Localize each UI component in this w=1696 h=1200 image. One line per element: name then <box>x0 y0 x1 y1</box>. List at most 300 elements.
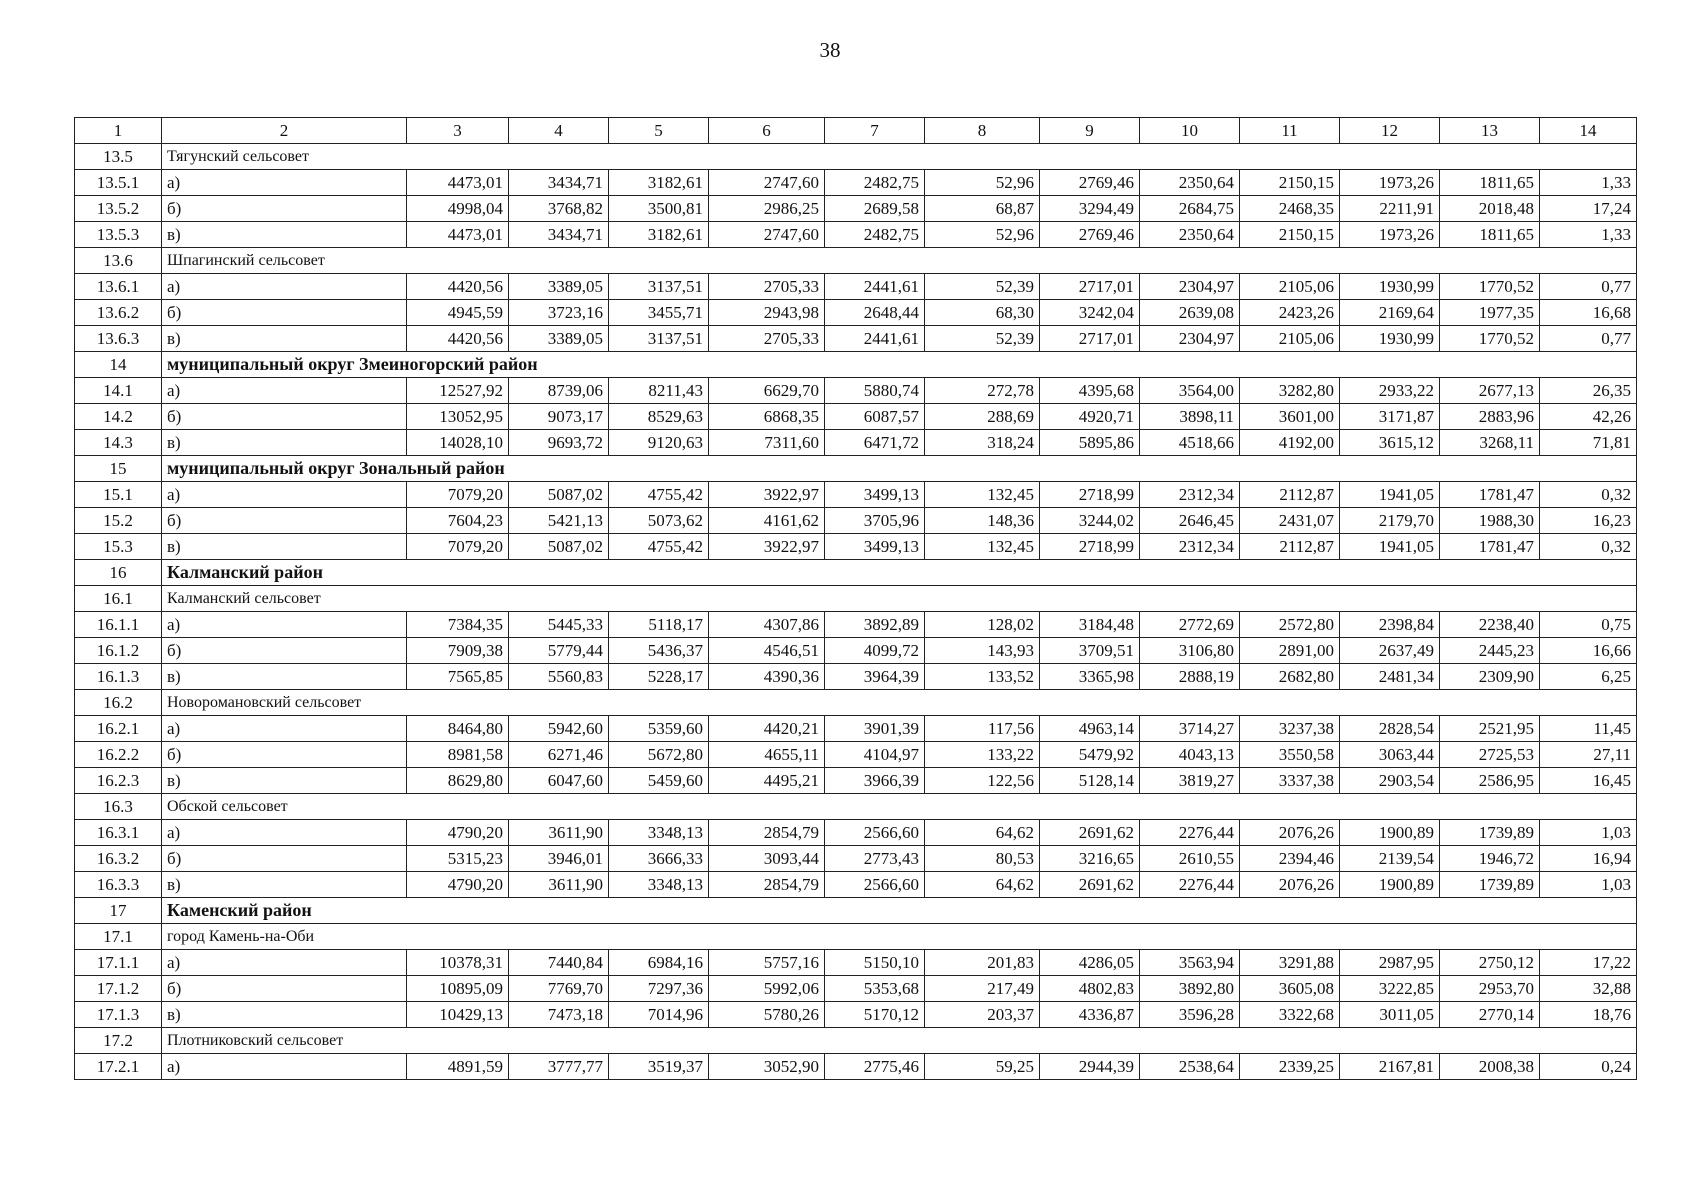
value-cell: 52,96 <box>925 222 1040 248</box>
value-cell: 5170,12 <box>825 1002 925 1028</box>
value-cell: 6984,16 <box>609 950 709 976</box>
value-cell: 6087,57 <box>825 404 925 430</box>
table-row <box>75 768 1637 794</box>
value-cell: 3184,48 <box>1040 612 1140 638</box>
value-cell: 2150,15 <box>1240 222 1340 248</box>
row-code: 14 <box>75 352 162 378</box>
value-cell: 3093,44 <box>709 846 825 872</box>
section-row <box>75 144 1637 170</box>
value-cell: 2717,01 <box>1040 326 1140 352</box>
value-cell: 7769,70 <box>509 976 609 1002</box>
value-cell: 6271,46 <box>509 742 609 768</box>
section-row <box>75 352 1637 378</box>
value-cell: 3901,39 <box>825 716 925 742</box>
value-cell: 3601,00 <box>1240 404 1340 430</box>
value-cell: 2238,40 <box>1440 612 1540 638</box>
value-cell: 5128,14 <box>1040 768 1140 794</box>
value-cell: 3455,71 <box>609 300 709 326</box>
value-cell: 3964,39 <box>825 664 925 690</box>
value-cell: 4790,20 <box>407 872 509 898</box>
row-code: 16.1.3 <box>75 664 162 690</box>
value-cell: 3389,05 <box>509 326 609 352</box>
value-cell: 5150,10 <box>825 950 925 976</box>
value-cell: 4161,62 <box>709 508 825 534</box>
value-cell: 2705,33 <box>709 274 825 300</box>
value-cell: 80,53 <box>925 846 1040 872</box>
value-cell: 2076,26 <box>1240 820 1340 846</box>
value-cell: 2304,97 <box>1140 274 1240 300</box>
value-cell: 288,69 <box>925 404 1040 430</box>
value-cell: 2677,13 <box>1440 378 1540 404</box>
value-cell: 3237,38 <box>1240 716 1340 742</box>
column-number-header: 3 <box>407 118 509 144</box>
value-cell: 2747,60 <box>709 170 825 196</box>
value-cell: 2682,80 <box>1240 664 1340 690</box>
value-cell: 2150,15 <box>1240 170 1340 196</box>
value-cell: 2944,39 <box>1040 1054 1140 1080</box>
value-cell: 1930,99 <box>1340 326 1440 352</box>
value-cell: 2139,54 <box>1340 846 1440 872</box>
row-label: в) <box>162 664 407 690</box>
value-cell: 3605,08 <box>1240 976 1340 1002</box>
row-label: б) <box>162 196 407 222</box>
value-cell: 2112,87 <box>1240 482 1340 508</box>
section-row <box>75 898 1637 924</box>
value-cell: 2309,90 <box>1440 664 1540 690</box>
row-code: 13.5.3 <box>75 222 162 248</box>
value-cell: 5228,17 <box>609 664 709 690</box>
value-cell: 14028,10 <box>407 430 509 456</box>
row-label: б) <box>162 742 407 768</box>
row-code: 13.5 <box>75 144 162 170</box>
row-code: 15.3 <box>75 534 162 560</box>
table-row <box>75 664 1637 690</box>
value-cell: 2610,55 <box>1140 846 1240 872</box>
value-cell: 2398,84 <box>1340 612 1440 638</box>
value-cell: 2747,60 <box>709 222 825 248</box>
value-cell: 7604,23 <box>407 508 509 534</box>
value-cell: 3106,80 <box>1140 638 1240 664</box>
value-cell: 6,25 <box>1540 664 1637 690</box>
value-cell: 3922,97 <box>709 534 825 560</box>
value-cell: 11,45 <box>1540 716 1637 742</box>
row-label: а) <box>162 274 407 300</box>
value-cell: 2725,53 <box>1440 742 1540 768</box>
value-cell: 2718,99 <box>1040 534 1140 560</box>
section-row <box>75 248 1637 274</box>
value-cell: 2770,14 <box>1440 1002 1540 1028</box>
section-title: Плотниковский сельсовет <box>162 1028 1637 1054</box>
value-cell: 10895,09 <box>407 976 509 1002</box>
tariff-table <box>74 117 1637 1080</box>
value-cell: 4755,42 <box>609 482 709 508</box>
value-cell: 5359,60 <box>609 716 709 742</box>
value-cell: 143,93 <box>925 638 1040 664</box>
row-code: 13.6.1 <box>75 274 162 300</box>
section-title: Обской сельсовет <box>162 794 1637 820</box>
section-title: муниципальный округ Змеиногорский район <box>162 352 1637 378</box>
row-label: а) <box>162 950 407 976</box>
value-cell: 0,77 <box>1540 274 1637 300</box>
value-cell: 2445,23 <box>1440 638 1540 664</box>
value-cell: 1977,35 <box>1440 300 1540 326</box>
value-cell: 6471,72 <box>825 430 925 456</box>
row-label: б) <box>162 300 407 326</box>
value-cell: 3137,51 <box>609 274 709 300</box>
value-cell: 16,66 <box>1540 638 1637 664</box>
value-cell: 16,94 <box>1540 846 1637 872</box>
value-cell: 3714,27 <box>1140 716 1240 742</box>
value-cell: 2018,48 <box>1440 196 1540 222</box>
value-cell: 2854,79 <box>709 820 825 846</box>
table-row <box>75 742 1637 768</box>
value-cell: 59,25 <box>925 1054 1040 1080</box>
value-cell: 2179,70 <box>1340 508 1440 534</box>
value-cell: 7311,60 <box>709 430 825 456</box>
row-code: 13.5.2 <box>75 196 162 222</box>
value-cell: 3244,02 <box>1040 508 1140 534</box>
value-cell: 64,62 <box>925 820 1040 846</box>
value-cell: 3550,58 <box>1240 742 1340 768</box>
table-row <box>75 300 1637 326</box>
section-title: Каменский район <box>162 898 1637 924</box>
value-cell: 1900,89 <box>1340 872 1440 898</box>
table-row <box>75 196 1637 222</box>
page-number: 38 <box>819 38 841 62</box>
value-cell: 0,32 <box>1540 482 1637 508</box>
row-label: а) <box>162 820 407 846</box>
value-cell: 2888,19 <box>1140 664 1240 690</box>
value-cell: 2648,44 <box>825 300 925 326</box>
row-code: 16.3.2 <box>75 846 162 872</box>
row-code: 16.1.2 <box>75 638 162 664</box>
value-cell: 2441,61 <box>825 326 925 352</box>
table-row <box>75 1054 1637 1080</box>
value-cell: 3063,44 <box>1340 742 1440 768</box>
value-cell: 272,78 <box>925 378 1040 404</box>
value-cell: 4790,20 <box>407 820 509 846</box>
row-label: б) <box>162 846 407 872</box>
row-label: а) <box>162 378 407 404</box>
value-cell: 2431,07 <box>1240 508 1340 534</box>
row-code: 16.1.1 <box>75 612 162 638</box>
value-cell: 1,33 <box>1540 222 1637 248</box>
value-cell: 1811,65 <box>1440 222 1540 248</box>
value-cell: 6047,60 <box>509 768 609 794</box>
value-cell: 1,03 <box>1540 820 1637 846</box>
row-code: 17.1.2 <box>75 976 162 1002</box>
value-cell: 4420,56 <box>407 274 509 300</box>
value-cell: 2521,95 <box>1440 716 1540 742</box>
section-row <box>75 586 1637 612</box>
column-number-header: 12 <box>1340 118 1440 144</box>
value-cell: 71,81 <box>1540 430 1637 456</box>
column-number-header: 14 <box>1540 118 1637 144</box>
row-code: 16.3.1 <box>75 820 162 846</box>
value-cell: 2211,91 <box>1340 196 1440 222</box>
value-cell: 2423,26 <box>1240 300 1340 326</box>
row-label: в) <box>162 430 407 456</box>
value-cell: 68,87 <box>925 196 1040 222</box>
value-cell: 13052,95 <box>407 404 509 430</box>
value-cell: 4286,05 <box>1040 950 1140 976</box>
value-cell: 8211,43 <box>609 378 709 404</box>
value-cell: 4546,51 <box>709 638 825 664</box>
value-cell: 3182,61 <box>609 170 709 196</box>
value-cell: 9073,17 <box>509 404 609 430</box>
value-cell: 0,32 <box>1540 534 1637 560</box>
value-cell: 16,23 <box>1540 508 1637 534</box>
value-cell: 1811,65 <box>1440 170 1540 196</box>
value-cell: 3500,81 <box>609 196 709 222</box>
row-label: а) <box>162 170 407 196</box>
column-number-header: 10 <box>1140 118 1240 144</box>
value-cell: 3222,85 <box>1340 976 1440 1002</box>
value-cell: 5087,02 <box>509 534 609 560</box>
value-cell: 5780,26 <box>709 1002 825 1028</box>
value-cell: 3615,12 <box>1340 430 1440 456</box>
table-row <box>75 534 1637 560</box>
value-cell: 5353,68 <box>825 976 925 1002</box>
row-code: 16.2.2 <box>75 742 162 768</box>
value-cell: 4043,13 <box>1140 742 1240 768</box>
value-cell: 3499,13 <box>825 482 925 508</box>
value-cell: 16,68 <box>1540 300 1637 326</box>
row-label: б) <box>162 508 407 534</box>
value-cell: 217,49 <box>925 976 1040 1002</box>
table-row <box>75 170 1637 196</box>
value-cell: 7565,85 <box>407 664 509 690</box>
value-cell: 3596,28 <box>1140 1002 1240 1028</box>
value-cell: 4307,86 <box>709 612 825 638</box>
value-cell: 2828,54 <box>1340 716 1440 742</box>
value-cell: 3322,68 <box>1240 1002 1340 1028</box>
column-number-header: 2 <box>162 118 407 144</box>
value-cell: 4518,66 <box>1140 430 1240 456</box>
table-row <box>75 1002 1637 1028</box>
value-cell: 8464,80 <box>407 716 509 742</box>
value-cell: 3666,33 <box>609 846 709 872</box>
value-cell: 3242,04 <box>1040 300 1140 326</box>
value-cell: 2718,99 <box>1040 482 1140 508</box>
value-cell: 132,45 <box>925 534 1040 560</box>
value-cell: 2339,25 <box>1240 1054 1340 1080</box>
row-code: 17.2 <box>75 1028 162 1054</box>
row-code: 17.1.3 <box>75 1002 162 1028</box>
value-cell: 8981,58 <box>407 742 509 768</box>
value-cell: 52,39 <box>925 326 1040 352</box>
value-cell: 201,83 <box>925 950 1040 976</box>
value-cell: 3337,38 <box>1240 768 1340 794</box>
column-number-header: 13 <box>1440 118 1540 144</box>
value-cell: 2646,45 <box>1140 508 1240 534</box>
value-cell: 122,56 <box>925 768 1040 794</box>
value-cell: 318,24 <box>925 430 1040 456</box>
value-cell: 4802,83 <box>1040 976 1140 1002</box>
value-cell: 2105,06 <box>1240 274 1340 300</box>
value-cell: 2167,81 <box>1340 1054 1440 1080</box>
table-row <box>75 326 1637 352</box>
table-row <box>75 846 1637 872</box>
value-cell: 4420,56 <box>407 326 509 352</box>
value-cell: 1973,26 <box>1340 170 1440 196</box>
value-cell: 1781,47 <box>1440 534 1540 560</box>
table-row <box>75 716 1637 742</box>
column-number-header: 9 <box>1040 118 1140 144</box>
value-cell: 42,26 <box>1540 404 1637 430</box>
value-cell: 12527,92 <box>407 378 509 404</box>
header-row <box>75 118 1637 144</box>
value-cell: 3922,97 <box>709 482 825 508</box>
value-cell: 8529,63 <box>609 404 709 430</box>
row-label: а) <box>162 1054 407 1080</box>
section-row <box>75 560 1637 586</box>
value-cell: 2076,26 <box>1240 872 1340 898</box>
value-cell: 1770,52 <box>1440 274 1540 300</box>
value-cell: 2639,08 <box>1140 300 1240 326</box>
value-cell: 2933,22 <box>1340 378 1440 404</box>
value-cell: 133,52 <box>925 664 1040 690</box>
row-code: 13.6 <box>75 248 162 274</box>
row-code: 16.3 <box>75 794 162 820</box>
value-cell: 9120,63 <box>609 430 709 456</box>
row-label: в) <box>162 222 407 248</box>
row-label: в) <box>162 326 407 352</box>
table-row <box>75 612 1637 638</box>
value-cell: 1941,05 <box>1340 534 1440 560</box>
value-cell: 1781,47 <box>1440 482 1540 508</box>
value-cell: 1900,89 <box>1340 820 1440 846</box>
section-title: Шпагинский сельсовет <box>162 248 1637 274</box>
value-cell: 2169,64 <box>1340 300 1440 326</box>
value-cell: 0,75 <box>1540 612 1637 638</box>
column-number-header: 5 <box>609 118 709 144</box>
value-cell: 1,33 <box>1540 170 1637 196</box>
value-cell: 3723,16 <box>509 300 609 326</box>
value-cell: 2775,46 <box>825 1054 925 1080</box>
row-code: 16.1 <box>75 586 162 612</box>
value-cell: 10429,13 <box>407 1002 509 1028</box>
value-cell: 1739,89 <box>1440 820 1540 846</box>
value-cell: 3499,13 <box>825 534 925 560</box>
value-cell: 5560,83 <box>509 664 609 690</box>
value-cell: 2769,46 <box>1040 170 1140 196</box>
value-cell: 2773,43 <box>825 846 925 872</box>
value-cell: 2772,69 <box>1140 612 1240 638</box>
value-cell: 4099,72 <box>825 638 925 664</box>
value-cell: 133,22 <box>925 742 1040 768</box>
value-cell: 3052,90 <box>709 1054 825 1080</box>
value-cell: 1930,99 <box>1340 274 1440 300</box>
value-cell: 4655,11 <box>709 742 825 768</box>
value-cell: 27,11 <box>1540 742 1637 768</box>
value-cell: 52,96 <box>925 170 1040 196</box>
value-cell: 2538,64 <box>1140 1054 1240 1080</box>
value-cell: 3519,37 <box>609 1054 709 1080</box>
value-cell: 5421,13 <box>509 508 609 534</box>
value-cell: 5118,17 <box>609 612 709 638</box>
value-cell: 5942,60 <box>509 716 609 742</box>
value-cell: 5895,86 <box>1040 430 1140 456</box>
value-cell: 4755,42 <box>609 534 709 560</box>
section-title: Калманский район <box>162 560 1637 586</box>
table-row <box>75 976 1637 1002</box>
value-cell: 64,62 <box>925 872 1040 898</box>
value-cell: 3268,11 <box>1440 430 1540 456</box>
value-cell: 1941,05 <box>1340 482 1440 508</box>
value-cell: 2441,61 <box>825 274 925 300</box>
value-cell: 5315,23 <box>407 846 509 872</box>
row-code: 14.1 <box>75 378 162 404</box>
row-code: 17 <box>75 898 162 924</box>
value-cell: 2854,79 <box>709 872 825 898</box>
value-cell: 2350,64 <box>1140 170 1240 196</box>
section-row <box>75 456 1637 482</box>
value-cell: 2566,60 <box>825 872 925 898</box>
column-number-header: 4 <box>509 118 609 144</box>
row-label: б) <box>162 976 407 1002</box>
value-cell: 2691,62 <box>1040 820 1140 846</box>
value-cell: 5445,33 <box>509 612 609 638</box>
value-cell: 10378,31 <box>407 950 509 976</box>
value-cell: 16,45 <box>1540 768 1637 794</box>
row-code: 17.1.1 <box>75 950 162 976</box>
value-cell: 3768,82 <box>509 196 609 222</box>
value-cell: 5459,60 <box>609 768 709 794</box>
section-title: Тягунский сельсовет <box>162 144 1637 170</box>
value-cell: 3709,51 <box>1040 638 1140 664</box>
row-code: 14.3 <box>75 430 162 456</box>
value-cell: 2482,75 <box>825 222 925 248</box>
value-cell: 2481,34 <box>1340 664 1440 690</box>
table-row <box>75 378 1637 404</box>
table-row <box>75 508 1637 534</box>
value-cell: 3137,51 <box>609 326 709 352</box>
value-cell: 1988,30 <box>1440 508 1540 534</box>
section-row <box>75 794 1637 820</box>
value-cell: 4104,97 <box>825 742 925 768</box>
value-cell: 1,03 <box>1540 872 1637 898</box>
column-number-header: 1 <box>75 118 162 144</box>
value-cell: 2987,95 <box>1340 950 1440 976</box>
value-cell: 2689,58 <box>825 196 925 222</box>
value-cell: 7079,20 <box>407 482 509 508</box>
row-code: 15 <box>75 456 162 482</box>
value-cell: 5992,06 <box>709 976 825 1002</box>
value-cell: 3564,00 <box>1140 378 1240 404</box>
value-cell: 4495,21 <box>709 768 825 794</box>
row-label: а) <box>162 612 407 638</box>
value-cell: 9693,72 <box>509 430 609 456</box>
value-cell: 32,88 <box>1540 976 1637 1002</box>
value-cell: 2684,75 <box>1140 196 1240 222</box>
value-cell: 4473,01 <box>407 222 509 248</box>
value-cell: 5436,37 <box>609 638 709 664</box>
value-cell: 5073,62 <box>609 508 709 534</box>
value-cell: 7473,18 <box>509 1002 609 1028</box>
section-title: Новоромановский сельсовет <box>162 690 1637 716</box>
value-cell: 4336,87 <box>1040 1002 1140 1028</box>
value-cell: 3611,90 <box>509 872 609 898</box>
value-cell: 2312,34 <box>1140 534 1240 560</box>
row-code: 17.2.1 <box>75 1054 162 1080</box>
value-cell: 2105,06 <box>1240 326 1340 352</box>
value-cell: 5779,44 <box>509 638 609 664</box>
column-number-header: 6 <box>709 118 825 144</box>
section-row <box>75 924 1637 950</box>
value-cell: 2883,96 <box>1440 404 1540 430</box>
value-cell: 7079,20 <box>407 534 509 560</box>
